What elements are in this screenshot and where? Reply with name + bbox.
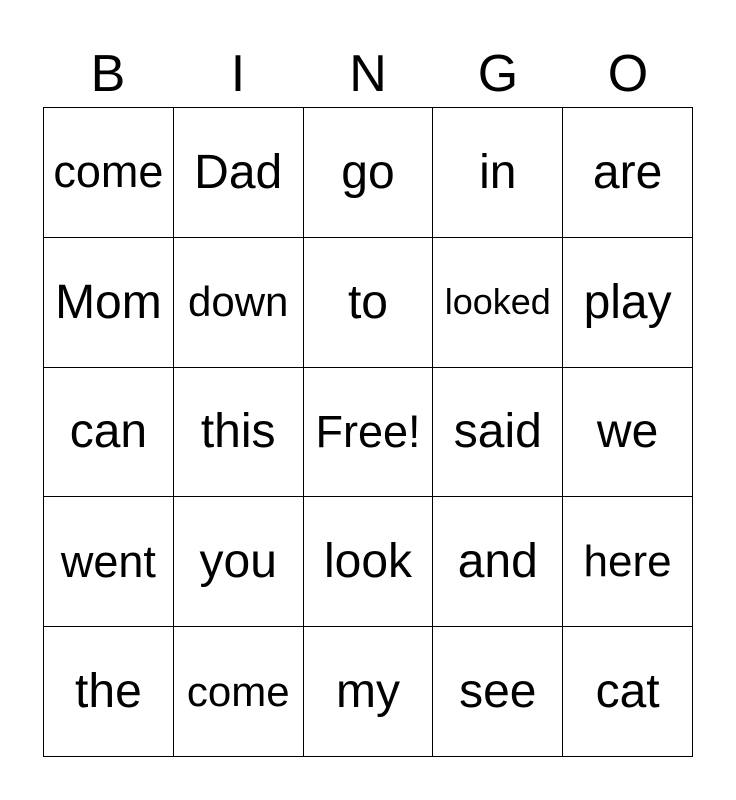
bingo-cell[interactable]: and bbox=[433, 497, 563, 627]
bingo-header bbox=[43, 40, 693, 108]
bingo-cell[interactable]: looked bbox=[433, 238, 563, 368]
bingo-cell[interactable]: said bbox=[433, 368, 563, 498]
bingo-cell[interactable]: Mom bbox=[44, 238, 174, 368]
bingo-cell[interactable]: the bbox=[44, 627, 174, 757]
bingo-cell[interactable]: my bbox=[304, 627, 434, 757]
header-letter-g: G bbox=[477, 45, 519, 103]
bingo-cell[interactable]: Dad bbox=[174, 108, 304, 238]
bingo-cell[interactable]: go bbox=[304, 108, 434, 238]
bingo-cell[interactable]: come bbox=[174, 627, 304, 757]
header-letter-i: I bbox=[230, 45, 246, 103]
bingo-cell[interactable]: here bbox=[563, 497, 693, 627]
bingo-cell[interactable]: are bbox=[563, 108, 693, 238]
header-letter-o: O bbox=[607, 45, 649, 103]
bingo-cell[interactable]: come bbox=[44, 108, 174, 238]
bingo-cell[interactable]: to bbox=[304, 238, 434, 368]
bingo-cell[interactable]: you bbox=[174, 497, 304, 627]
bingo-cell[interactable]: we bbox=[563, 368, 693, 498]
bingo-cell[interactable]: see bbox=[433, 627, 563, 757]
bingo-cell[interactable]: in bbox=[433, 108, 563, 238]
bingo-cell[interactable]: this bbox=[174, 368, 304, 498]
bingo-card-grid bbox=[43, 107, 693, 757]
bingo-cell[interactable]: cat bbox=[563, 627, 693, 757]
bingo-cell[interactable]: play bbox=[563, 238, 693, 368]
header-letter-n: N bbox=[349, 45, 387, 103]
bingo-cell[interactable]: look bbox=[304, 497, 434, 627]
bingo-cell[interactable]: down bbox=[174, 238, 304, 368]
free-space-cell[interactable]: Free! bbox=[304, 368, 434, 498]
bingo-cell[interactable]: went bbox=[44, 497, 174, 627]
header-letter-b: B bbox=[90, 45, 126, 103]
bingo-cell[interactable]: can bbox=[44, 368, 174, 498]
